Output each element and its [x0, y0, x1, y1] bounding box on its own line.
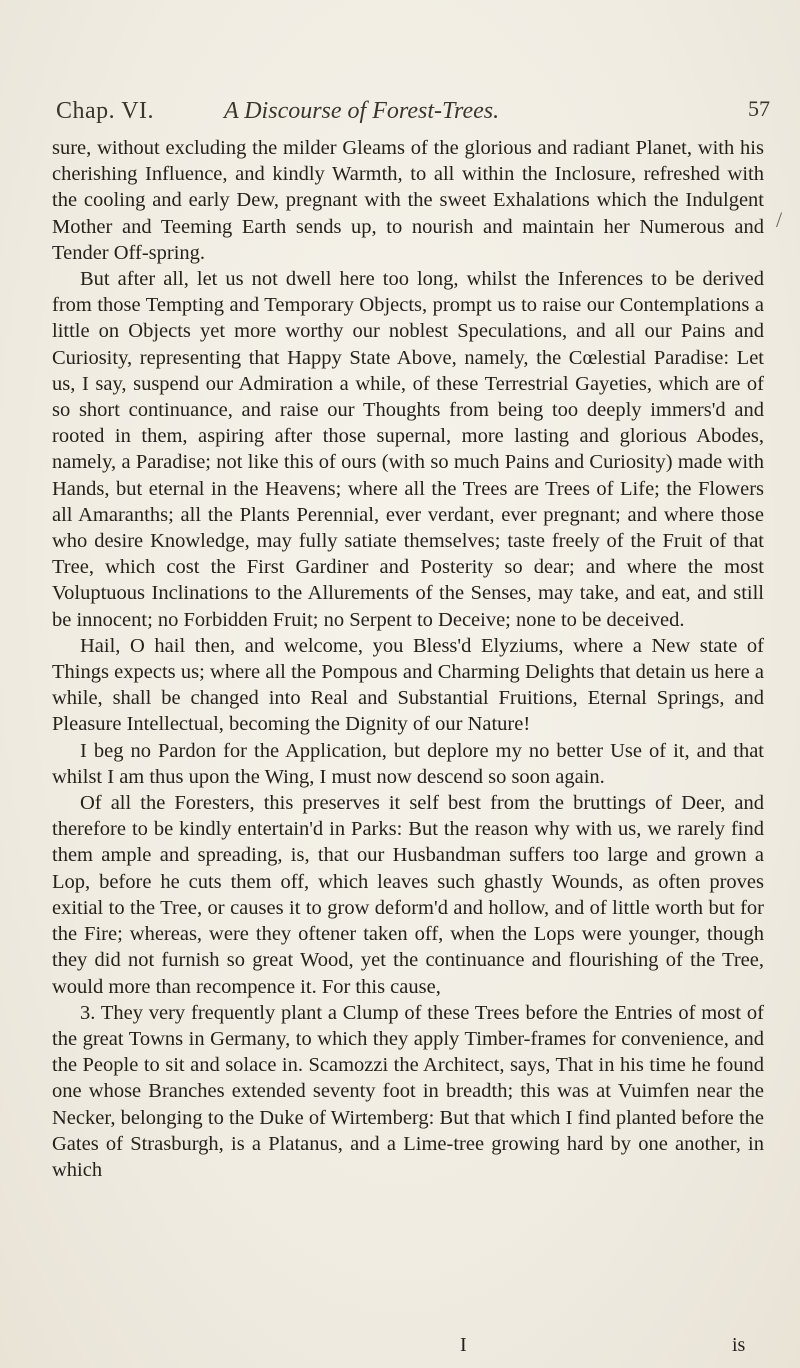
running-title: A Discourse of Forest-Trees.: [224, 98, 500, 124]
signature-mark: I: [460, 1334, 467, 1356]
paragraph: Of all the Foresters, this preserves it self best from the bruttings of Deer, and therefore to be kindly entertain'd in Parks: But the reason why with us, we rarely find them ample and spreading, is, that our Husbandman suffers too large and grown a Lop, before he cuts them off, which leaves such ghastly Wounds, as often proves exitial to the Tree, or causes it to grow deform'd and hollow, and of little worth but for the Fire; whereas, were they oftener taken off, when the Lops were younger, though they did not furnish so great Wood, yet the continuance and flourishing of the Tree, would more than recompence it. For this cause,: [52, 792, 764, 998]
paragraph: sure, without excluding the milder Gleams of the glorious and radiant Planet, with his cherishing Influence, and kindly Warmth, to all within the Inclosure, refreshed with the cooling and early Dew, pregnant with the sweet Exhalations which the Indulgent Mother and Teeming Earth sends up, to nourish and maintain her Numerous and Tender Off-spring.: [52, 137, 764, 264]
paragraph: But after all, let us not dwell here too long, whilst the Inferences to be derived from those Tempting and Temporary Objects, prompt us to raise our Contemplations a little on Objects yet more worthy our noblest Speculations, and all our Pains and Curiosity, representing that Happy State Above, namely, the Cœlestial Paradise: Let us, I say, suspend our Admiration a while, of these Terrestrial Gayeties, which are of so short continuance, and raise our Thoughts from being too deeply immers'd and rooted in them, aspiring after those supernal, more lasting and glorious Abodes, namely, a Paradise; not like this of ours (with so much Pains and Curiosity) made with Hands, but eternal in the Heavens; where all the Trees are Trees of Life; the Flowers all Amaranths; all the Plants Perennial, ever verdant, ever pregnant; and where those who desire Knowledge, may fully satiate themselves; taste freely of the Fruit of that Tree, which cost the First Gardiner and Posterity so dear; and where the most Voluptuous Inclinations to the Allurements of the Senses, may take, and eat, and still be innocent; no Forbidden Fruit; no Serpent to Deceive; none to be deceived.: [52, 268, 764, 631]
paragraph: I beg no Pardon for the Application, but deplore my no better Use of it, and that whilst I am thus upon the Wing, I must now descend so soon again.: [52, 739, 764, 788]
page-number: 57: [748, 96, 770, 121]
body-text: [52, 135, 764, 1183]
paragraph: Hail, O hail then, and welcome, you Bless'd Elyziums, where a New state of Things expects us; where all the Pompous and Charming Delights that detain us here a while, shall be changed into Real and Substantial Fruitions, Eternal Springs, and Pleasure Intellectual, becoming the Dignity of our Nature!: [52, 634, 764, 736]
chapter-label: Chap. VI.: [56, 98, 155, 124]
running-header: [56, 96, 770, 130]
margin-mark: /: [776, 207, 783, 232]
catchword: is: [732, 1334, 746, 1356]
paragraph: 3. They very frequently plant a Clump of these Trees before the Entries of most of the great Towns in Germany, to which they apply Timber-frames for convenience, and the People to sit and solace in. Scamozzi the Architect, says, That in his time he found one whose Branches extended seventy foot in breadth; this was at Vuimfen near the Necker, belonging to the Duke of Wirtemberg: But that which I find planted before the Gates of Strasburgh, is a Platanus, and a Lime-tree growing hard by one another, in which: [52, 1001, 764, 1181]
